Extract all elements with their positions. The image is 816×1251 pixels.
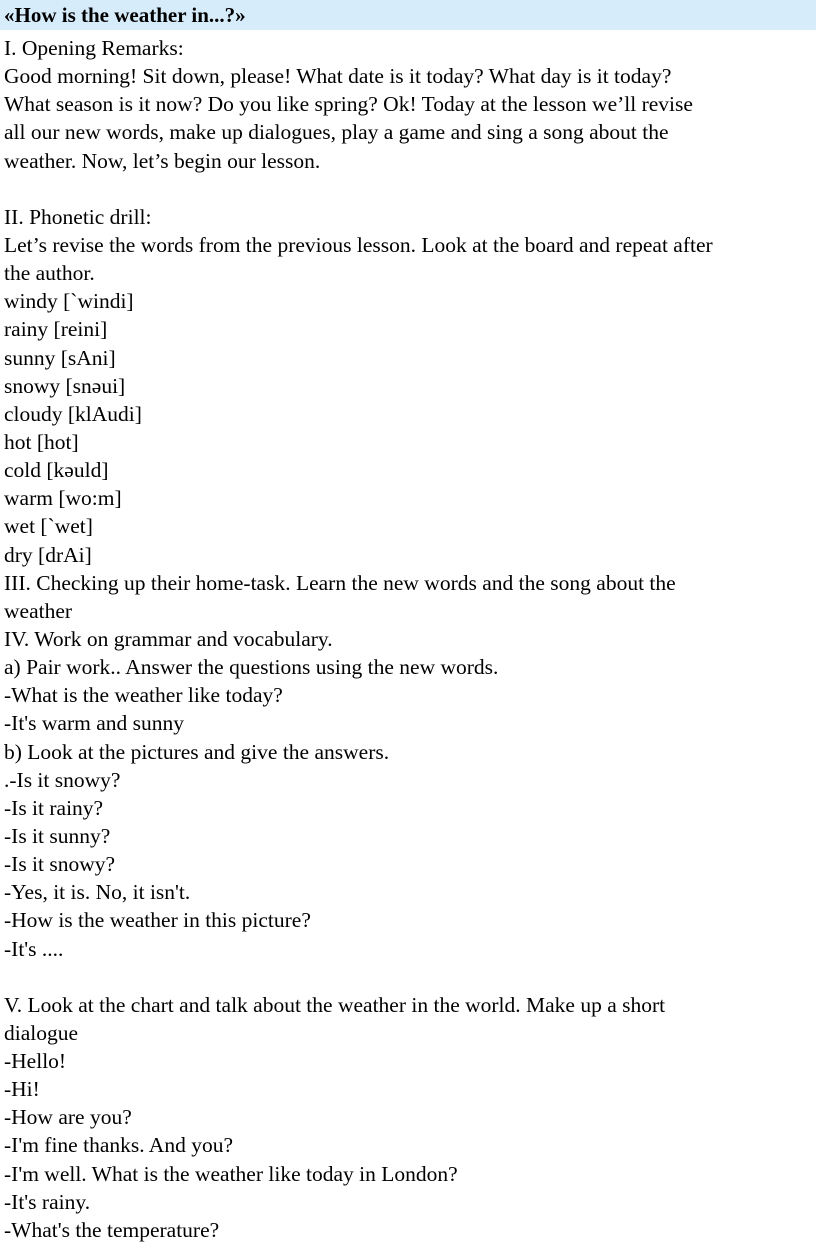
text-line: cold [kəuld] bbox=[4, 458, 109, 483]
text-line: weather bbox=[4, 598, 73, 623]
document-title: «How is the weather in...?» bbox=[4, 3, 246, 27]
text-line: Let’s revise the words from the previous lesson. Look at the board and repeat after bbox=[4, 232, 713, 257]
text-line: hot [hot] bbox=[4, 429, 79, 454]
text-line: wet [`wet] bbox=[4, 514, 93, 539]
text-line: II. Phonetic drill: bbox=[4, 204, 152, 229]
blank-line bbox=[4, 175, 812, 203]
text-line: -It's warm and sunny bbox=[4, 711, 185, 736]
text-line: a) Pair work.. Answer the questions using the new words. bbox=[4, 655, 499, 680]
text-line: -Is it snowy? bbox=[4, 852, 116, 877]
text-line: -I'm well. What is the weather like today in London? bbox=[4, 1161, 458, 1186]
text-line: all our new words, make up dialogues, play a game and sing a song about the bbox=[4, 120, 669, 145]
text-line: -Is it rainy? bbox=[4, 795, 104, 820]
text-line: rainy [reini] bbox=[4, 317, 108, 342]
text-line: -Hello! bbox=[4, 1049, 67, 1074]
text-line: Good morning! Sit down, please! What date is it today? What day is it today? bbox=[4, 64, 672, 89]
text-line: V. Look at the chart and talk about the weather in the world. Make up a short bbox=[4, 992, 666, 1017]
text-line: b) Look at the pictures and give the answers. bbox=[4, 739, 390, 764]
text-line: warm [wo:m] bbox=[4, 486, 122, 511]
text-line: weather. Now, let’s begin our lesson. bbox=[4, 148, 321, 173]
text-line: IV. Work on grammar and vocabulary. bbox=[4, 626, 333, 651]
text-line: -Yes, it is. No, it isn't. bbox=[4, 880, 191, 905]
blank-line bbox=[4, 963, 812, 991]
text-line: dialogue bbox=[4, 1020, 79, 1045]
text-line: cloudy [klAudi] bbox=[4, 401, 142, 426]
text-line: .-Is it snowy? bbox=[4, 767, 121, 792]
text-line: -It's .... bbox=[4, 936, 64, 961]
text-line: the author. bbox=[4, 261, 95, 286]
text-line: -How is the weather in this picture? bbox=[4, 908, 311, 933]
text-line: -It's rainy. bbox=[4, 1189, 91, 1214]
text-line: snowy [snəui] bbox=[4, 373, 126, 398]
text-line: What season is it now? Do you like spring? Ok! Today at the lesson we’ll revise bbox=[4, 92, 693, 117]
text-line: dry [drAi] bbox=[4, 542, 92, 567]
document-body bbox=[0, 30, 812, 1244]
text-line: -What is the weather like today? bbox=[4, 683, 283, 708]
text-line: -I'm fine thanks. And you? bbox=[4, 1133, 233, 1158]
text-line: -Is it sunny? bbox=[4, 823, 111, 848]
text-line: -Hi! bbox=[4, 1077, 40, 1102]
title-bar bbox=[0, 0, 816, 30]
text-line: I. Opening Remarks: bbox=[4, 36, 184, 60]
text-line: -What's the temperature? bbox=[4, 1217, 220, 1242]
text-line: -How are you? bbox=[4, 1105, 132, 1130]
text-line: windy [`windi] bbox=[4, 289, 134, 314]
text-line: III. Checking up their home-task. Learn the new words and the song about the bbox=[4, 570, 676, 595]
text-line: sunny [sAni] bbox=[4, 345, 116, 370]
